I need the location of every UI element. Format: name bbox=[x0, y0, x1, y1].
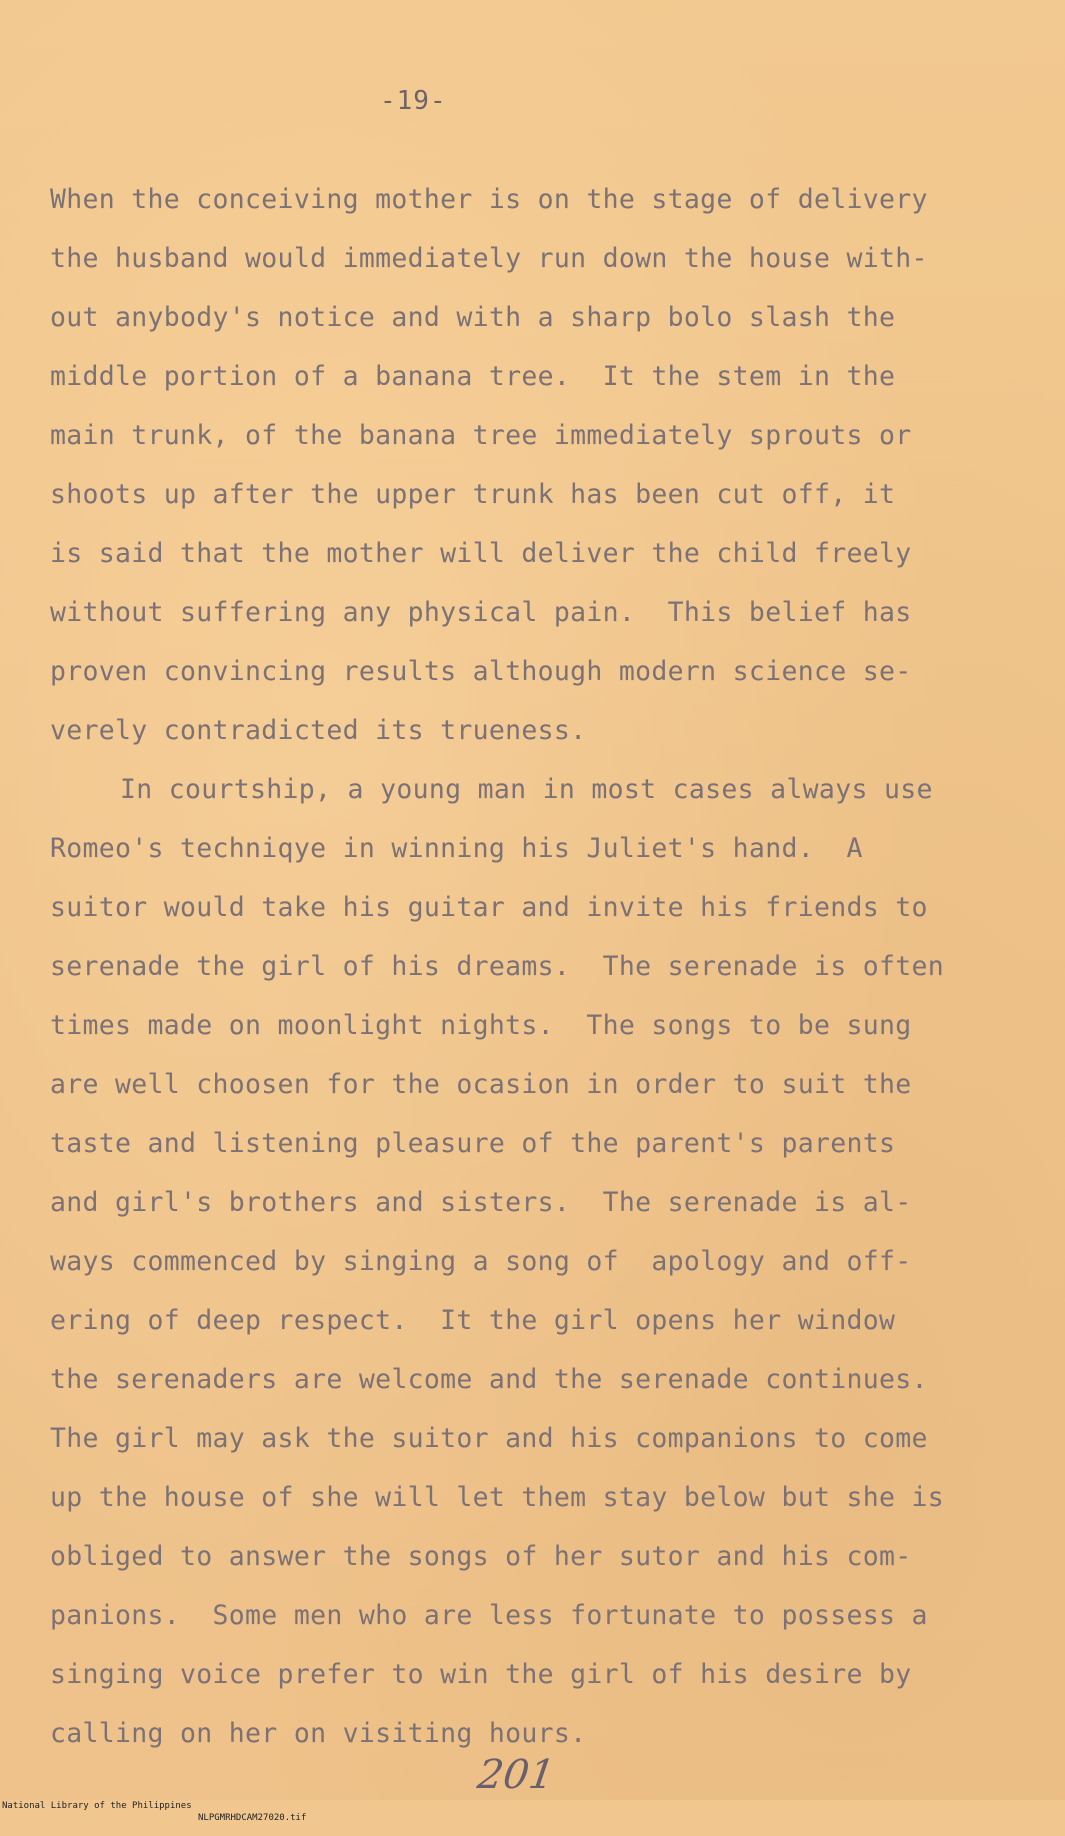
text-line: obliged to answer the songs of her sutor and his com- bbox=[50, 1541, 912, 1572]
text-line: the husband would immediately run down the house with- bbox=[50, 243, 928, 274]
handwritten-page-number: 201 bbox=[474, 1752, 558, 1798]
text-line: verely contradicted its trueness. bbox=[50, 715, 587, 746]
text-line: middle portion of a banana tree. It the stem in the bbox=[50, 361, 896, 392]
text-line: singing voice prefer to win the girl of his desire by bbox=[50, 1659, 912, 1690]
text-line: are well choosen for the ocasion in order to suit the bbox=[50, 1069, 912, 1100]
text-line: Romeo's techniqye in winning his Juliet's hand. A bbox=[50, 833, 863, 864]
scan-footer bbox=[0, 1788, 1065, 1823]
text-line: panions. Some men who are less fortunate to possess a bbox=[50, 1600, 928, 1631]
text-line: is said that the mother will deliver the child freely bbox=[50, 538, 912, 569]
paragraph-1 bbox=[50, 170, 1040, 760]
text-line: ways commenced by singing a song of apology and off- bbox=[50, 1246, 912, 1277]
text-line: up the house of she will let them stay below but she is bbox=[50, 1482, 944, 1513]
text-line: serenade the girl of his dreams. The serenade is often bbox=[50, 951, 944, 982]
text-line: shoots up after the upper trunk has been cut off, it bbox=[50, 479, 896, 510]
paragraph-2 bbox=[50, 760, 1040, 1763]
text-line: out anybody's notice and with a sharp bolo slash the bbox=[50, 302, 896, 333]
file-name: NLPGMRHDCAM27020.tif bbox=[198, 1813, 307, 1823]
text-line: the serenaders are welcome and the serenade continues. bbox=[50, 1364, 928, 1395]
text-line: When the conceiving mother is on the stage of delivery bbox=[50, 184, 928, 215]
body-text bbox=[50, 170, 1040, 1763]
text-line: main trunk, of the banana tree immediately sprouts or bbox=[50, 420, 912, 451]
library-name: National Library of the Philippines bbox=[2, 1801, 192, 1811]
text-line: taste and listening pleasure of the parent's parents bbox=[50, 1128, 896, 1159]
text-line: ering of deep respect. It the girl opens her window bbox=[50, 1305, 896, 1336]
text-line: In courtship, a young man in most cases always use bbox=[120, 774, 933, 805]
text-line: calling on her on visiting hours. bbox=[50, 1718, 587, 1749]
text-line: without suffering any physical pain. This belief has bbox=[50, 597, 912, 628]
text-line: times made on moonlight nights. The songs to be sung bbox=[50, 1010, 912, 1041]
text-line: suitor would take his guitar and invite his friends to bbox=[50, 892, 928, 923]
text-line: and girl's brothers and sisters. The serenade is al- bbox=[50, 1187, 912, 1218]
page-number: -19- bbox=[380, 86, 447, 116]
text-line: proven convincing results although modern science se- bbox=[50, 656, 912, 687]
text-line: The girl may ask the suitor and his companions to come bbox=[50, 1423, 928, 1454]
